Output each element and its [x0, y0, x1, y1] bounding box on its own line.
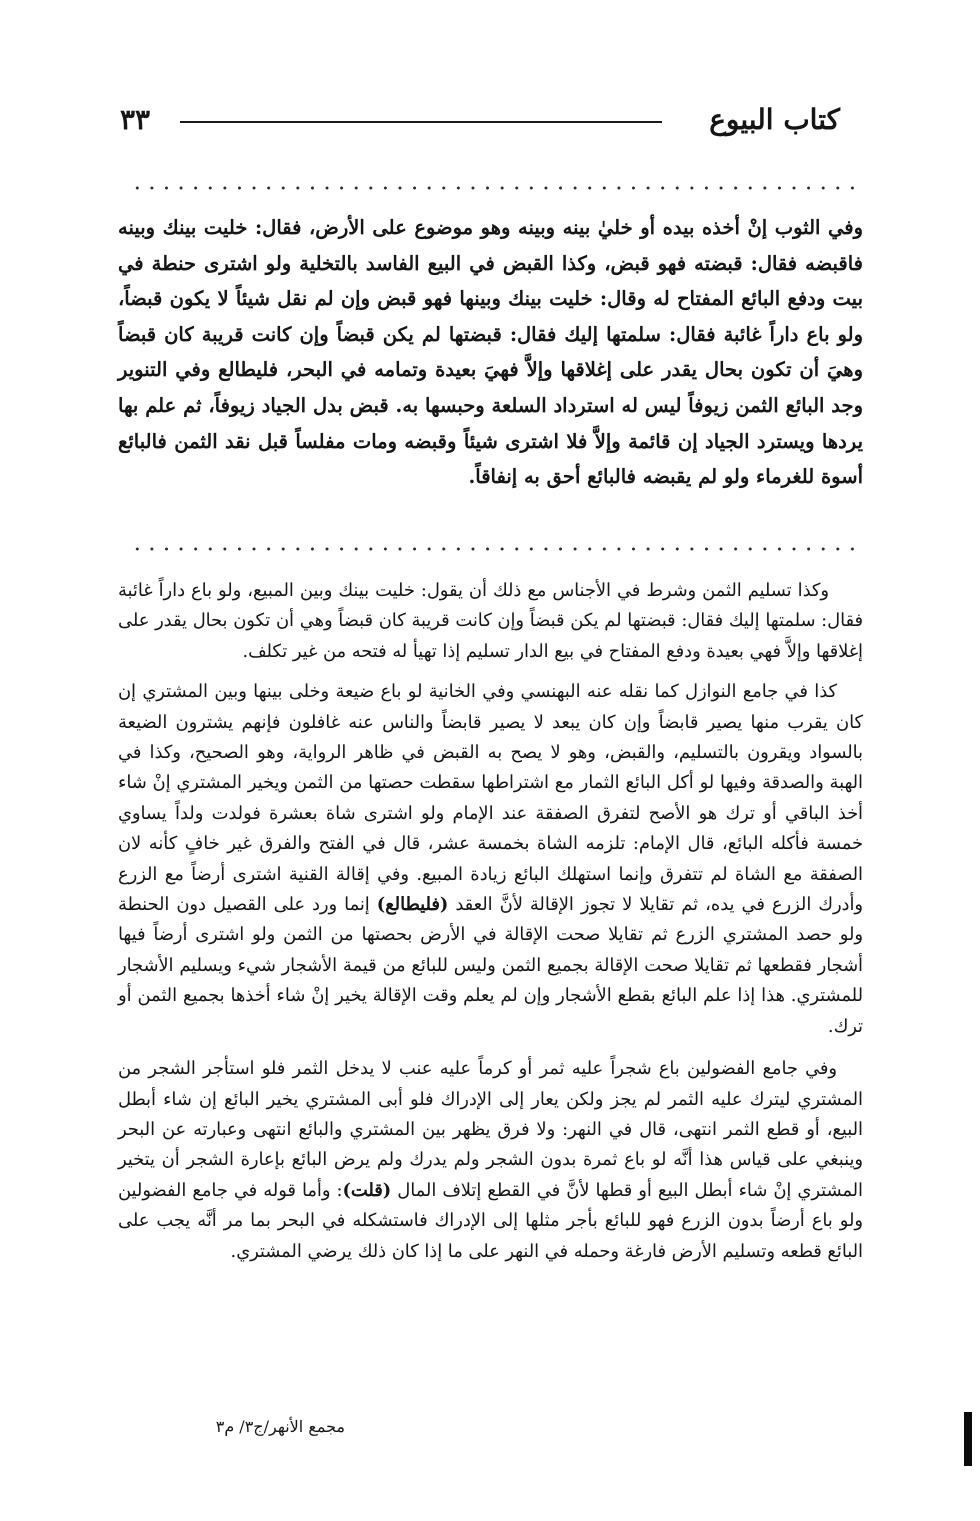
volume-signature: مجمع الأنهر/ج٣/ م٣	[215, 1417, 345, 1436]
commentary-paragraph-2	[118, 677, 863, 1042]
commentary-paragraph-2-part-2: إنما ورد على القصيل دون الحنطة ولو حصد المشتري الزرع ثم تقايلا صحت الإقالة في الأرض بحصتها من الثمن ولو اشترى أرضاً فيها أشجار فقطعها ثم تقايلا صحت الإقالة بجميع الثمن وليس للبائع من قيمة الأشجار شيء ويسليم الأشجار للمشتري. هذا إذا علم البائع بقطع الأشجار وإن لم يعلم وقت الإقالة يخير إنْ شاء أخذها بجميع الثمن أو ترك.	[118, 894, 863, 1037]
main-text: وفي الثوب إنْ أخذه بيده أو خليٰ بينه وبينه وهو موضوع على الأرض، فقال: خليت بينك وبينه فاقبضه فقال: قبضته فهو قبض، وكذا القبض في البيع الفاسد بالتخلية ولو اشترى حنطة في بيت ودفع البائع المفتاح له وقال: خليت بينك وبينها فهو قبض وإن لم نقل شيئاً لا يكون قبضاً، ولو باع داراً غائبة فقال: سلمتها إليك فقال: قبضتها لم يكن قبضاً وإن كانت قريبة كان قبضاً وهيَ أن تكون بحال يقدر على إغلاقها وإلاَّ فهيَ بعيدة وتمامه في البحر، فليطالع وفي التنوير وجد البائع الثمن زيوفاً ليس له استرداد السلعة وحبسها به. قبض بدل الجياد زيوفاً، ثم علم بها يردها ويسترد الجياد إن قائمة وإلاَّ فلا اشترى شيئاً وقبضه ومات مفلساً قبل نقد الثمن فالبائع أسوة للغرماء ولو لم يقبضه فالبائع أحق به إنفاقاً.	[118, 216, 863, 489]
scan-edge-mark	[964, 1412, 972, 1466]
header-rule	[180, 121, 662, 123]
commentary-paragraph-3-part-2: : وأما قوله في جامع الفضولين ولو باع أرضاً بدون الزرع فهو للبائع بأجر مثلها إلى الإدراك فاستشكله في البحر بما مر أنَّه يجب على البائع قطعه وتسليم الأرض فارغة وحمله في النهر على ما إذا كان ذلك يرضي المشتري.	[118, 1179, 863, 1262]
commentary-paragraph-1: وكذا تسليم الثمن وشرط في الأجناس مع ذلك أن يقول: خليت بينك وبين المبيع، ولو باع داراً غائبة فقال: سلمتها إليك فقال: قبضتها لم يكن قبضاً وإن كانت قريبة كان قبضاً وهي أن تكون بحال يقدر على إغلاقها وإلاَّ فهي بعيدة ودفع المفتاح في بيع الدار تسليم إذا تهيأ له فتحه من غير تكلف.	[118, 580, 863, 662]
commentary-paragraph-2-part-1: كذا في جامع النوازل كما نقله عنه البهنسي وفي الخانية لو باع ضيعة وخلى بينها وبين المشتري إن كان يقرب منها يصير قابضاً وإن كان يبعد لا يصير قابضاً والناس عنه غافلون فإنهم يشترون الضيعة بالسواد ويقرون بالتسليم، والقبض، وهو لا يصح به القبض في ظاهر الرواية، وهو الصحيح، وكذا في الهبة والصدقة وفيها لو أكل البائع الثمار مع اشتراطها سقطت حصتها من الثمن ويخير المشتري إنْ شاء أخذ الباقي أو ترك هو الأصح لتفرق الصفقة عند الإمام ولو اشترى شاة بعشرة فولدت ولداً يساوي خمسة فأكله البائع، قال الإمام: تلزمه الشاة بخمسة عشر، قال في الفتح والفرق غير خافٍ كأنه لان الصفقة مع الشاة لم تتفرق وإنما استهلك البائع زيادة المبيع. وفي إقالة القنية اشترى أرضاً مع الزرع وأدرك الزرع في يده، ثم تقايلا لا تجوز الإقالة لأنَّ العقد	[118, 681, 863, 916]
commentary-paragraph-3-bold: (قلت)	[342, 1179, 392, 1201]
commentary-paragraph-2-bold: (فليطالع)	[376, 894, 449, 916]
commentary	[118, 576, 863, 1267]
commentary-paragraph-3	[118, 1054, 863, 1267]
running-header	[120, 100, 840, 140]
book-title: كتاب البيوع	[709, 103, 840, 136]
page-number: ٣٣	[120, 103, 151, 136]
commentary-paragraph-3-part-1: وفي جامع الفضولين باع شجراً عليه ثمر أو كرماً عليه عنب لا يدخل الثمر فلو استأجر الشجر من المشتري ليترك عليه الثمر لم يجز ولكن يعار إلى الإدراك فلو أبى المشتري يخير البائع إن شاء أبطل البيع، أو قطع الثمر انتهى، قال في النهر: ولا فرق يظهر بين المشتري والبائع انتهى وعبارته عن البحر وينبغي على قياس هذا أنَّه لو باع ثمرة بدون الشجر ولم يدرك ولم يرض البائع بإعارة الشجر أن يتخير المشتري إنْ شاء أبطل البيع أو قطها لأنَّ في القطع إتلاف المال	[118, 1058, 863, 1201]
dotted-separator-top	[130, 184, 860, 192]
dotted-separator-middle	[130, 545, 860, 553]
